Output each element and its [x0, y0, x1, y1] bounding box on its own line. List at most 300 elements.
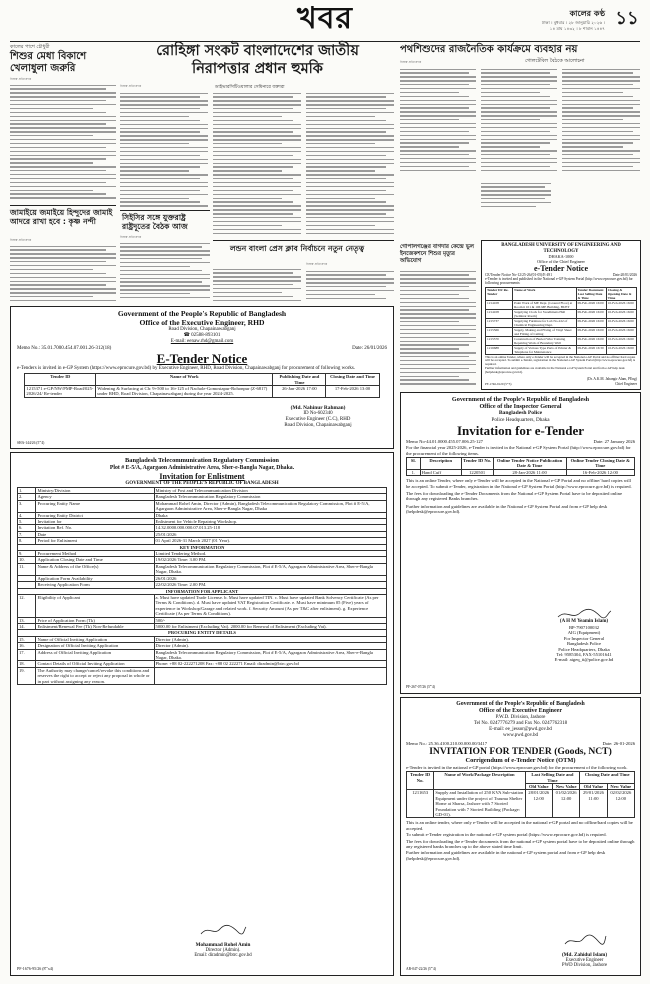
column-header: Closing Date and Time	[580, 772, 635, 784]
text-line	[120, 293, 190, 294]
text-line	[213, 131, 293, 132]
center-headline-2: নিরাপত্তার প্রধান হুমকি	[192, 61, 323, 77]
table-cell: 18.	[18, 661, 36, 667]
table-cell: Supply, Making and Fixing of Vinyl Sheet and Fitting of Ceiling	[513, 327, 576, 336]
table-header-row	[486, 287, 637, 300]
table-cell: Name & Address of the Office(s)	[36, 563, 154, 575]
text-line	[120, 186, 208, 187]
text-line	[306, 139, 394, 140]
column-subheader: Old Value	[580, 784, 607, 790]
rhd-date: Date: 26/01/2026	[352, 346, 387, 352]
text-line	[400, 348, 459, 349]
text-line	[120, 262, 210, 263]
table-cell: 1215570	[486, 336, 513, 345]
text-line	[306, 194, 394, 195]
pwd-division: P.W.D. Division, Jashore	[495, 714, 546, 720]
text-line	[10, 288, 116, 289]
text-line	[10, 131, 116, 132]
text-line	[400, 123, 476, 124]
column-header: Description	[420, 458, 461, 470]
text-line	[213, 288, 301, 289]
table-cell: 22/02/2026 Time: 2.00 PM.	[154, 582, 386, 588]
text-line	[400, 142, 469, 143]
table-cell: Director (Admin).	[154, 643, 386, 649]
text-line	[120, 278, 210, 279]
table-cell: 11.	[18, 563, 36, 575]
text-line	[306, 178, 386, 179]
text-line	[306, 201, 386, 202]
table-cell: The Authority may change/cancel/revoke this conditions and reserves the right to accept or reject any proposal in whole or in part without assigning any reason.	[36, 667, 154, 684]
text-line	[213, 174, 301, 175]
text-line	[400, 274, 469, 275]
text-line	[10, 170, 106, 171]
table-row	[18, 594, 387, 617]
rhd-tender-notice	[10, 306, 394, 449]
text-line	[120, 112, 208, 113]
table-cell: Bangladesh Telecommunication Regulatory Commission, Plot # E-5/A, Agargaon Administrative Area, Sher-e-Bangla Nagar, Dhaka.	[154, 649, 386, 661]
table-header-row	[25, 374, 379, 386]
buet-city: DHAKA-1000	[548, 254, 574, 260]
text-line	[400, 139, 476, 140]
buet-office: Office of the Chief Engineer	[537, 259, 585, 265]
text-line	[400, 170, 476, 171]
text-line	[213, 124, 301, 125]
pwd-gov: Government of the People's Republic of Bangladesh	[456, 701, 585, 707]
text-line	[120, 166, 200, 167]
table-cell: 1215371 e-GP/NW/PMP-Road/025-2026/24/ Re-tender	[25, 386, 96, 398]
text-line	[562, 158, 640, 159]
text-line	[562, 142, 633, 143]
text-line	[120, 108, 200, 109]
text-line	[306, 155, 386, 156]
table-cell: Supplying Clock for Swadhinata Hall (Seminar Room)	[513, 309, 576, 318]
text-line	[562, 119, 623, 120]
table-cell: Director (Admin).	[154, 636, 386, 642]
text-line	[120, 131, 200, 132]
text-line	[10, 178, 116, 179]
text-line	[400, 302, 476, 303]
text-line	[481, 190, 551, 191]
table-cell: 10-Feb-2026 16:00	[606, 345, 636, 354]
text-line	[400, 360, 476, 361]
text-line	[306, 131, 386, 132]
text-line	[213, 108, 293, 109]
text-line	[400, 104, 476, 105]
text-line	[306, 116, 375, 117]
text-line	[400, 119, 459, 120]
rhd-email: E-mail: eenaw.rhd@gmail.com	[170, 339, 234, 345]
buet-ref: PF-1746-9120 (5'"3)	[485, 382, 512, 386]
table-cell: 17-Feb-2026 13:00	[326, 386, 379, 398]
btrc-signature-block	[163, 923, 283, 959]
pwd-note-2: To submit e-Tender registration in the national e-GP system portal (https://www.eprocure.gov.bd) is required.	[406, 832, 607, 838]
text-line	[120, 254, 210, 255]
btrc-address: Plot # E-5/A, Agargaon Administrative Area, Sher-e-Bangla Nagar, Dhaka.	[109, 464, 295, 471]
table-cell: 14.32.0000.000.000.07.013.25-118	[154, 525, 386, 531]
text-line	[400, 309, 469, 310]
table-cell: Supplying Furniture for Lab No-222 of Chemical Engineering Dept.	[513, 318, 576, 327]
text-line	[400, 69, 476, 70]
text-line	[400, 107, 469, 108]
rhd-signer-title: Executive Engineer (C.C), RHD	[285, 417, 351, 423]
table-row	[18, 649, 387, 661]
center-article-col1	[120, 90, 208, 210]
column-subheader: New Value	[552, 784, 579, 790]
text-line	[481, 96, 550, 97]
text-line	[306, 135, 394, 136]
left-headline: শিশুর মেধা বিকাশে খেলাধুলা জরুরি	[10, 51, 87, 74]
text-line	[400, 115, 476, 116]
table-cell: 28-Jan-2026 11:00	[493, 469, 566, 475]
text-line	[400, 368, 469, 369]
text-line	[562, 139, 640, 140]
text-line	[120, 174, 208, 175]
text-line	[213, 272, 293, 273]
text-line	[562, 111, 640, 112]
text-line	[306, 286, 386, 287]
text-line	[213, 198, 282, 199]
issue-date: ঢাকা । বুধবার । ২৮ জানুয়ারি ২০২৬ ।	[541, 20, 605, 25]
issue-date-alt: ১৪ মাঘ ১৪৩২ । ৮ শাবান ১৪৪৭	[549, 26, 605, 31]
table-cell: 1.	[18, 488, 36, 494]
column-header: Name of Work	[513, 287, 576, 300]
column-header: Publishing Date and Time	[273, 374, 326, 386]
text-line	[213, 163, 301, 164]
police-ref: PF-267-07/26 (5'"4)	[406, 685, 435, 689]
text-line	[213, 120, 293, 121]
text-line	[10, 147, 106, 148]
text-line	[306, 182, 394, 183]
text-line	[400, 344, 469, 345]
text-line	[400, 286, 469, 287]
text-line	[120, 116, 189, 117]
police-signer-line: AIG (Equipment)	[567, 630, 601, 636]
section-logo: খবর	[297, 1, 353, 36]
text-line	[120, 194, 208, 195]
text-line	[400, 379, 469, 380]
text-line	[562, 96, 633, 97]
table-cell: 4.	[18, 512, 36, 518]
column-header: Sl.	[407, 458, 421, 470]
text-line	[400, 100, 476, 101]
text-line	[213, 178, 293, 179]
text-line	[306, 120, 386, 121]
pwd-subheading: Corrigendum of e-Tender Notice (OTM)	[465, 757, 576, 765]
text-line	[481, 72, 550, 73]
text-line	[306, 290, 394, 291]
text-line	[120, 274, 210, 275]
police-note-1: This is an online Tender, where only e-Tender will be accepted in the National e-GP Portal and no offline/ hard copies will be accepted. To submit e-Tender, registration in the National e-GP System Portal (http://www.eprocure.gov.bd) is required.	[406, 478, 632, 489]
text-line	[10, 88, 106, 89]
text-line	[10, 151, 116, 152]
table-row	[486, 318, 637, 327]
text-line	[562, 88, 640, 89]
mid-left-headline: জামাইয়ে জমাইয়ে হিন্দুদের জামাই আদরে রাখা হবে : কৃষ্ণ নন্দী	[10, 208, 113, 226]
table-cell: 01/02/2026 12:00	[552, 790, 579, 818]
table-cell: 1214108	[486, 300, 513, 309]
text-line	[10, 300, 116, 301]
text-line	[10, 174, 116, 175]
text-line	[306, 128, 394, 129]
text-line	[10, 127, 116, 128]
table-cell: Contact Details of Official Inviting Application	[36, 661, 154, 667]
rhd-signer: (Md. Nahinur Rahman)	[290, 405, 346, 411]
right-article-col3	[562, 66, 640, 176]
table-header-row	[407, 458, 635, 470]
police-signer-line: Police Headquarters, Dhaka	[558, 646, 610, 652]
text-line	[562, 123, 640, 124]
text-line	[400, 88, 476, 89]
police-signature-scribble	[534, 607, 634, 619]
table-row	[407, 469, 635, 475]
text-line	[306, 143, 375, 144]
table-cell: Ministry of Post and Telecommunication Division	[154, 488, 386, 494]
text-line	[120, 128, 208, 129]
text-line	[10, 257, 116, 258]
text-line	[10, 104, 116, 105]
text-line	[120, 243, 210, 244]
text-line	[213, 201, 293, 202]
text-line	[120, 289, 210, 290]
text-line	[213, 170, 282, 171]
buet-memo: CE/Tender Notice No-12/25-26/(01-05)/E-491	[485, 273, 553, 278]
text-line	[481, 107, 550, 108]
text-line	[10, 193, 106, 194]
text-line	[120, 135, 208, 136]
pwd-email: E-mail: ee_jessor@pwd.gov.bd	[489, 726, 552, 732]
text-line	[400, 337, 476, 338]
right-article-col2	[481, 66, 557, 176]
table-cell: 16-Feb-2026 12:00	[566, 469, 634, 475]
text-line	[306, 213, 386, 214]
table-cell: 1.	[407, 469, 421, 475]
text-line	[562, 104, 640, 105]
text-line	[562, 166, 633, 167]
mid-right-text-1	[213, 266, 301, 302]
table-cell: 01 April 2026-31 March 2027 (01 Year).	[154, 538, 386, 544]
text-line	[306, 151, 394, 152]
text-line	[306, 163, 394, 164]
text-line	[400, 306, 476, 307]
text-line	[481, 104, 557, 105]
text-line	[562, 69, 640, 70]
table-row	[407, 790, 635, 818]
pwd-signature-block	[537, 933, 632, 969]
rhd-ref: SHA-144/26 (5'"4)	[17, 441, 45, 445]
text-line	[120, 120, 200, 121]
text-line	[400, 356, 469, 357]
table-cell: Application Form Availability	[36, 575, 154, 581]
column-header: Tender Document Last Selling Date & Time	[576, 287, 606, 300]
table-row	[486, 309, 637, 318]
police-org: Bangladesh Police	[498, 410, 543, 417]
table-cell: 10-Feb-2026 16:00	[606, 336, 636, 345]
text-line	[213, 147, 301, 148]
masthead-rule	[10, 41, 640, 42]
pwd-note-1: This is an online tender, where only e-Tender will be accepted in the national e-GP portal and no offline/hard copies will be accepted.	[406, 820, 633, 831]
table-cell: 5000.00 for Enlistment (Excluding Vat). 2000.00 for Renewal of Enlistment (Excluding Vat).	[154, 623, 386, 629]
buet-title: BANGLADESH UNIVERSITY OF ENGINEERING AND TECHNOLOGY	[501, 243, 621, 254]
text-line	[306, 190, 386, 191]
table-cell	[154, 667, 386, 684]
text-line	[400, 158, 476, 159]
rhd-heading: E-Tender Notice	[156, 351, 248, 367]
table-cell: 2.	[18, 494, 36, 500]
text-line	[400, 72, 469, 73]
pwd-intro: e-Tender is invited in the national e-GP portal (https://www.eprocure.gov.bd) for the procurement of the following work.	[406, 764, 628, 770]
text-line	[481, 131, 550, 132]
column-header: Closing Date and Time	[326, 374, 379, 386]
table-cell: 3.	[18, 500, 36, 512]
table-row	[18, 667, 387, 684]
text-line	[10, 269, 93, 270]
right-subhead: গোলটেবিল বৈঠকে আলোচনা	[525, 58, 585, 64]
text-line	[400, 383, 476, 384]
table-cell: 12.	[18, 594, 36, 617]
text-line	[120, 155, 200, 156]
text-line	[306, 112, 394, 113]
buet-signer-title: Chief Engineer	[615, 382, 637, 386]
btrc-gov: GOVERNMENT OF THE PEOPLE'S REPUBLIC OF BANGLADESH	[125, 481, 279, 486]
text-line	[213, 104, 301, 105]
left-byline: নিজস্ব প্রতিবেদক	[10, 77, 32, 81]
text-line	[562, 107, 633, 108]
text-line	[120, 205, 208, 206]
masthead	[0, 0, 650, 40]
text-line	[400, 146, 459, 147]
text-line	[120, 104, 208, 105]
brand-name: কালের কণ্ঠ	[569, 9, 605, 18]
table-cell: 09-Feb-2026 16:00	[576, 318, 606, 327]
text-line	[10, 155, 116, 156]
center-subhead: ডাইভারসিটিওয়ালার সেমিনারে বক্তারা	[215, 85, 285, 90]
table-row	[486, 345, 637, 354]
left-article-text	[10, 82, 116, 204]
procuring-details-header: PROCURING ENTITY DETAILS	[18, 630, 387, 636]
pwd-note-3: The fees for downloading the e-Tender documents from the national e-GP system portal have to be deposited online through any registered banks branches up to the above stated time limit.	[406, 838, 635, 850]
text-line	[213, 209, 301, 210]
pwd-table	[406, 771, 635, 818]
table-cell: Procuring Entity Name	[36, 500, 154, 512]
text-line	[10, 182, 106, 183]
text-line	[306, 294, 375, 295]
text-line	[213, 159, 301, 160]
text-line	[213, 139, 301, 140]
table-cell: 1214108	[486, 309, 513, 318]
table-cell: Receiving Application Form	[36, 582, 154, 588]
text-line	[213, 280, 301, 281]
table-cell: Invitation Ref. No.	[36, 525, 154, 531]
text-line	[306, 104, 394, 105]
text-line	[10, 246, 116, 247]
mid-far-text-2	[481, 180, 551, 210]
table-cell: 02/02/2026 12:00	[607, 790, 634, 818]
mid-center-byline: নিজস্ব প্রতিবেদক	[120, 235, 142, 239]
pwd-tel: Tel No. 0247776279 and Fax No. 0247762318	[473, 720, 568, 726]
mid-right-byline: নিজস্ব প্রতিবেদক	[306, 262, 328, 266]
text-line	[213, 100, 301, 101]
btrc-table	[17, 487, 387, 685]
text-line	[10, 277, 116, 278]
police-memo: Memo No-44.01.0000.455.07.006.25-127	[406, 439, 483, 445]
table-cell: 19.	[18, 667, 36, 684]
text-line	[213, 269, 301, 270]
text-line	[481, 194, 551, 195]
text-line	[10, 158, 106, 159]
pwd-tender-notice	[400, 697, 641, 976]
text-line	[400, 364, 476, 365]
signature-mark	[198, 923, 248, 937]
text-line	[306, 282, 394, 283]
text-line	[213, 292, 282, 293]
text-line	[10, 249, 106, 250]
text-line	[400, 166, 469, 167]
table-cell: 8.	[18, 538, 36, 544]
text-line	[213, 96, 293, 97]
text-line	[306, 278, 394, 279]
text-line	[481, 202, 551, 203]
page-number: ১১	[615, 8, 639, 29]
text-line	[562, 150, 640, 151]
pwd-memo: Memo No.: 25.36.4100.210.00.000.00/3417	[406, 740, 488, 746]
text-line	[562, 131, 633, 132]
table-cell: Agency	[36, 494, 154, 500]
table-cell: Eligibility of Applicant	[36, 594, 154, 617]
text-line	[481, 111, 557, 112]
table-cell: 16.	[18, 643, 36, 649]
text-line	[481, 150, 557, 151]
text-line	[481, 123, 557, 124]
police-note-2: The fees for downloading the e-Tender Documents from the National e-GP System Portal have to be deposited online through any registered Banks branches.	[406, 491, 622, 502]
table-cell: Bangladesh Telecommunication Regulatory Commission	[154, 494, 386, 500]
text-line	[481, 154, 550, 155]
text-line	[400, 92, 459, 93]
btrc-rows-section-3	[18, 594, 387, 629]
text-line	[400, 313, 476, 314]
column-header: Tender ID/ Re-Tender	[486, 287, 513, 300]
text-line	[120, 93, 208, 94]
text-line	[10, 143, 116, 144]
text-line	[400, 162, 476, 163]
text-line	[481, 158, 557, 159]
police-table	[406, 457, 635, 476]
text-line	[10, 162, 93, 163]
text-line	[481, 186, 545, 187]
mid-far-text-1	[400, 268, 476, 388]
text-line	[120, 170, 189, 171]
btrc-rows-section-1	[18, 488, 387, 545]
rhd-phone: ☎ 02588-893101	[183, 333, 221, 339]
text-line	[10, 120, 116, 121]
text-line	[213, 229, 301, 230]
police-signer-line: For Inspector General	[563, 635, 605, 641]
text-line	[120, 190, 200, 191]
text-line	[562, 100, 640, 101]
police-signer-line: Tel: 9585304, FAX-55101641	[556, 652, 612, 658]
text-line	[306, 271, 394, 272]
table-cell: 1215566	[486, 327, 513, 336]
btrc-signer-email: Email: diradmin@btrc.gov.bd	[194, 953, 252, 959]
row-rule-left	[10, 205, 116, 206]
text-line	[562, 127, 640, 128]
table-cell: 1211653	[407, 790, 434, 818]
table-row	[486, 336, 637, 345]
text-line	[10, 166, 116, 167]
table-cell: Widening & Surfacing at Ch: 9+500 to 16+125 of Nachole-Gomostapur-Rohonpur (Z-6817) under RHD, Road Division, Chapainawabganj during the year 2024-2025.	[96, 386, 273, 398]
text-line	[10, 96, 116, 97]
text-line	[481, 162, 557, 163]
table-cell: Invitation for	[36, 519, 154, 525]
